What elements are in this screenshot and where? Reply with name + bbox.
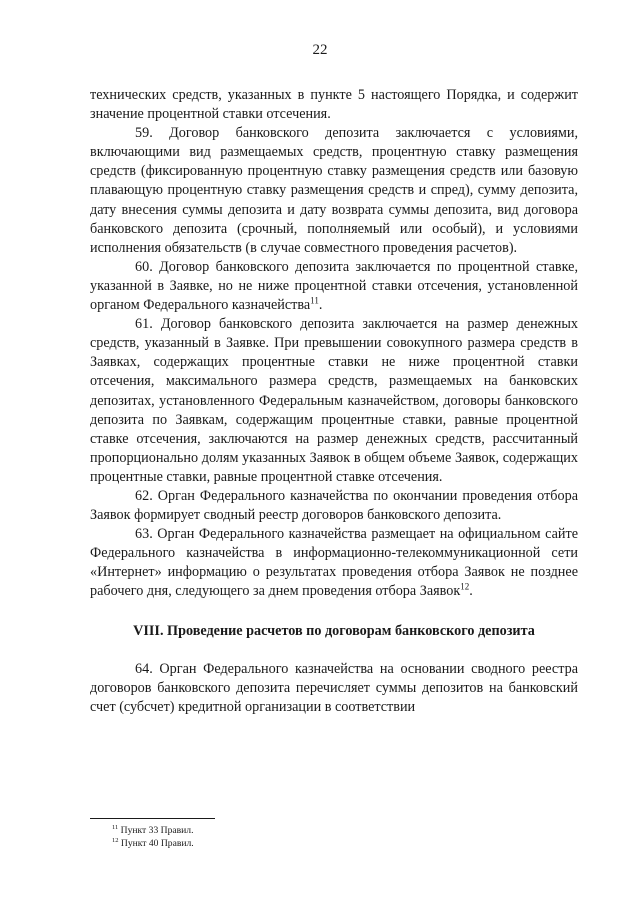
paragraph-62: 62. Орган Федерального казначейства по окончании проведения отбора Заявок формирует сводный реестр договоров банковского депозита. [90, 487, 578, 524]
footnote-ref-12: 12 [460, 581, 470, 592]
paragraph-63 [90, 525, 578, 601]
page-number: 22 [312, 42, 328, 58]
paragraph-60 [90, 258, 578, 315]
footnote-text: Пункт 40 Правил. [118, 838, 194, 849]
paragraph-60-text: 60. Договор банковского депозита заключается по процентной ставке, указанной в Заявке, но не ниже процентной ставки отсечения, установленной органом Федерального казначейства [90, 258, 578, 314]
paragraph-continuation: технических средств, указанных в пункте 5 настоящего Порядка, и содержит значение процентной ставки отсечения. [90, 87, 578, 123]
footnote-item [112, 837, 412, 850]
footnote-divider [90, 818, 215, 819]
footnote-item [112, 824, 412, 837]
footnote-ref-11: 11 [310, 295, 319, 306]
footnotes [112, 824, 412, 850]
paragraph-63-text: 63. Орган Федерального казначейства размещает на официальном сайте Федерального казначейства в информационно-телекоммуникационной сети «Интернет» информацию о результатах проведения отбора Заявок не позднее рабочего дня, следующего за днем проведения отбора Заявок [90, 526, 578, 600]
footnote-text: Пункт 33 Правил. [118, 825, 194, 836]
paragraph-61: 61. Договор банковского депозита заключается на размер денежных средств, указанный в Заявке. При превышении совокупного размера средств в Заявках, содержащих процентные ставки не ниже процентной ставки отсечения, максимального размера средств, размещаемых на банковских депозитах, установленного Федеральным казначейством, договоры банковского депозита по Заявкам, содержащим процентные ставки, равные процентной ставке отсечения, заключаются на размер денежных средств, рассчитанный пропорционально долям указанных Заявок в общем объеме Заявок, содержащих процентные ставки, равные процентной ставке отсечения. [90, 316, 578, 485]
paragraph-64: 64. Орган Федерального казначейства на основании сводного реестра договоров банковского депозита перечисляет суммы депозитов на банковский счет (субсчет) кредитной организации в соответствии [90, 660, 578, 715]
paragraph-59: 59. Договор банковского депозита заключается с условиями, включающими вид размещаемых средств, процентную ставку размещения средств (фиксированную процентную ставку размещения средств или базовую плавающую процентную ставку размещения средств и спред), сумму депозита, дату внесения суммы депозита и дату возврата суммы депозита, вид договора банковского депозита (срочный, пополняемый или особый), и условиями исполнения обязательств (в случае совместного проведения расчетов). [90, 125, 578, 256]
paragraph-63-end: . [469, 583, 473, 600]
section-heading: VIII. Проведение расчетов по договорам банковского депозита [133, 622, 535, 639]
footnote-number: 11 [112, 823, 119, 831]
footnote-number: 12 [112, 836, 119, 844]
paragraph-60-end: . [318, 297, 323, 314]
document-body [90, 86, 578, 717]
